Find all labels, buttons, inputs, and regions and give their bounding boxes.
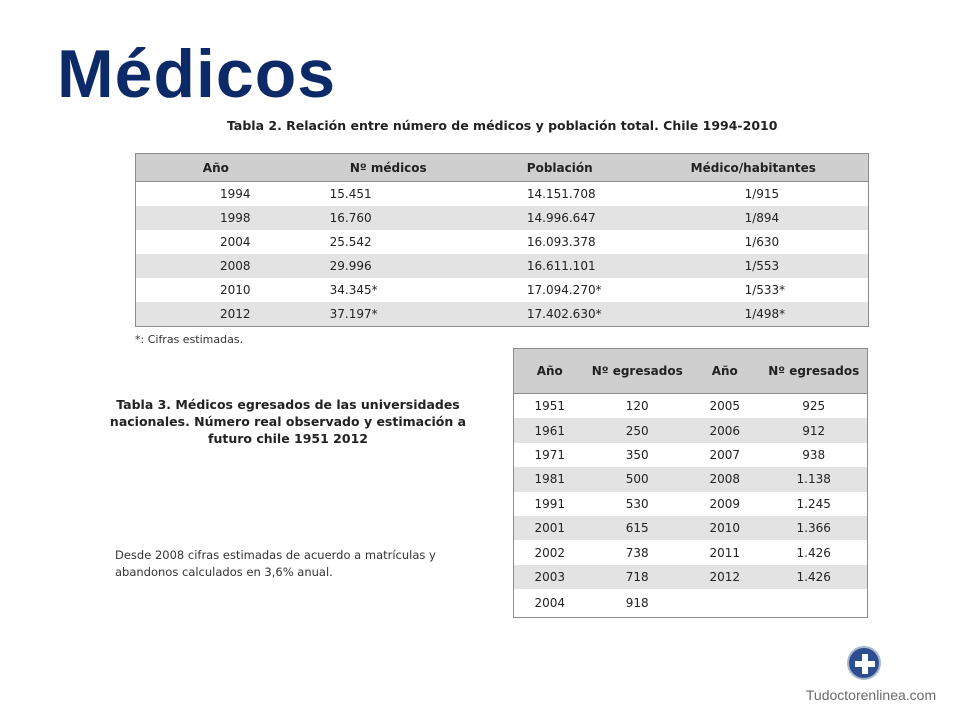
table-cell: 25.542 (329, 235, 372, 249)
table-cell: 2008 (689, 467, 760, 491)
column-header: Nº egresados (760, 349, 867, 394)
table-row (136, 302, 869, 327)
column-header: Año (136, 154, 296, 182)
table-cell: 2006 (689, 418, 760, 442)
table-cell: 1998 (136, 206, 296, 230)
table-cell: 2012 (136, 302, 296, 327)
table-row (136, 206, 869, 230)
table-cell: 1/894 (639, 206, 869, 230)
table-cell: 1/915 (744, 187, 780, 201)
table-cell: 16.093.378 (526, 235, 596, 249)
table-cell: 2005 (709, 399, 740, 414)
table-cell (689, 589, 760, 618)
table-cell: 1994 (220, 187, 251, 201)
table-row (136, 278, 869, 302)
table-cell: 1951 (534, 399, 565, 414)
table-cell: 530 (625, 496, 649, 511)
table-cell: 615 (585, 516, 689, 540)
table2-note: *: Cifras estimadas. (135, 333, 244, 346)
table-cell: 2011 (709, 545, 740, 560)
table-row (136, 230, 869, 254)
table-cell: 14.996.647 (481, 206, 639, 230)
column-header: Población (481, 154, 639, 182)
table-cell: 1/553 (639, 254, 869, 278)
table-cell: 350 (625, 447, 649, 462)
table-cell: 17.402.630* (481, 302, 639, 327)
table-row (514, 540, 868, 564)
table3-caption: Tabla 3. Médicos egresados de las universidades nacionales. Número real observado y estimación a futuro chile 1951 2012 (109, 397, 467, 446)
table-row (514, 418, 868, 442)
table-row (514, 492, 868, 516)
table-cell: 14.151.708 (526, 187, 596, 201)
table-cell: 37.197* (296, 302, 481, 327)
table-row (514, 565, 868, 589)
column-header: Médico/habitantes (639, 154, 869, 182)
table-cell: 918 (625, 596, 649, 611)
table-cell: 34.345* (329, 283, 378, 297)
table-cell (760, 589, 867, 618)
table-cell: 29.996 (296, 254, 481, 278)
table-cell: 15.451 (329, 187, 372, 201)
table-row (514, 516, 868, 540)
table-cell: 16.760 (296, 206, 481, 230)
table-cell: 2012 (689, 565, 760, 589)
table-cell: 2010 (689, 516, 760, 540)
table-cell: 738 (625, 545, 649, 560)
table-cell: 1981 (514, 467, 586, 491)
column-header: Nº egresados (585, 349, 689, 394)
table-cell: 1971 (534, 447, 565, 462)
table-row (514, 443, 868, 467)
table-cell: 2002 (534, 545, 565, 560)
table-row (514, 589, 868, 618)
column-header: Nº médicos (296, 154, 481, 182)
table-cell: 1.366 (760, 516, 867, 540)
table-cell: 718 (585, 565, 689, 589)
table-cell: 120 (625, 399, 649, 414)
table-cell: 2004 (220, 235, 251, 249)
column-header: Año (689, 349, 760, 394)
table-cell: 1991 (534, 496, 565, 511)
physicians-population-table (135, 153, 869, 327)
table-cell: 2007 (709, 447, 740, 462)
table-cell: 1961 (514, 418, 586, 442)
slide-title: Médicos (57, 36, 337, 112)
logo-text: Tudoctorenlinea.com (805, 687, 937, 703)
table-cell: 938 (802, 447, 826, 462)
table-cell: 2010 (220, 283, 251, 297)
table-cell: 17.094.270* (526, 283, 602, 297)
table-cell: 500 (585, 467, 689, 491)
table2-caption: Tabla 2. Relación entre número de médicos y población total. Chile 1994-2010 (227, 118, 778, 133)
table-cell: 2008 (136, 254, 296, 278)
table-cell: 16.611.101 (481, 254, 639, 278)
table-row (514, 467, 868, 491)
table-cell: 1.138 (760, 467, 867, 491)
table-cell: 2001 (514, 516, 586, 540)
table-cell: 2009 (709, 496, 740, 511)
medical-cross-icon (847, 646, 881, 680)
table-cell: 1.426 (760, 565, 867, 589)
graduates-table (513, 348, 868, 618)
column-header: Año (514, 349, 586, 394)
table-cell: 1/533* (744, 283, 786, 297)
table-cell: 1/498* (639, 302, 869, 327)
table3-footnote: Desde 2008 cifras estimadas de acuerdo a matrículas y abandonos calculados en 3,6% anual. (115, 548, 436, 579)
table-cell: 912 (760, 418, 867, 442)
table-row (514, 394, 868, 419)
table-cell: 2004 (534, 596, 565, 611)
table-row (136, 182, 869, 207)
table-cell: 1.245 (796, 496, 831, 511)
table-row (136, 254, 869, 278)
table-cell: 2003 (514, 565, 586, 589)
table-cell: 1.426 (796, 545, 831, 560)
table-cell: 250 (585, 418, 689, 442)
table-cell: 925 (802, 399, 826, 414)
table-cell: 1/630 (744, 235, 780, 249)
site-logo (796, 644, 946, 714)
